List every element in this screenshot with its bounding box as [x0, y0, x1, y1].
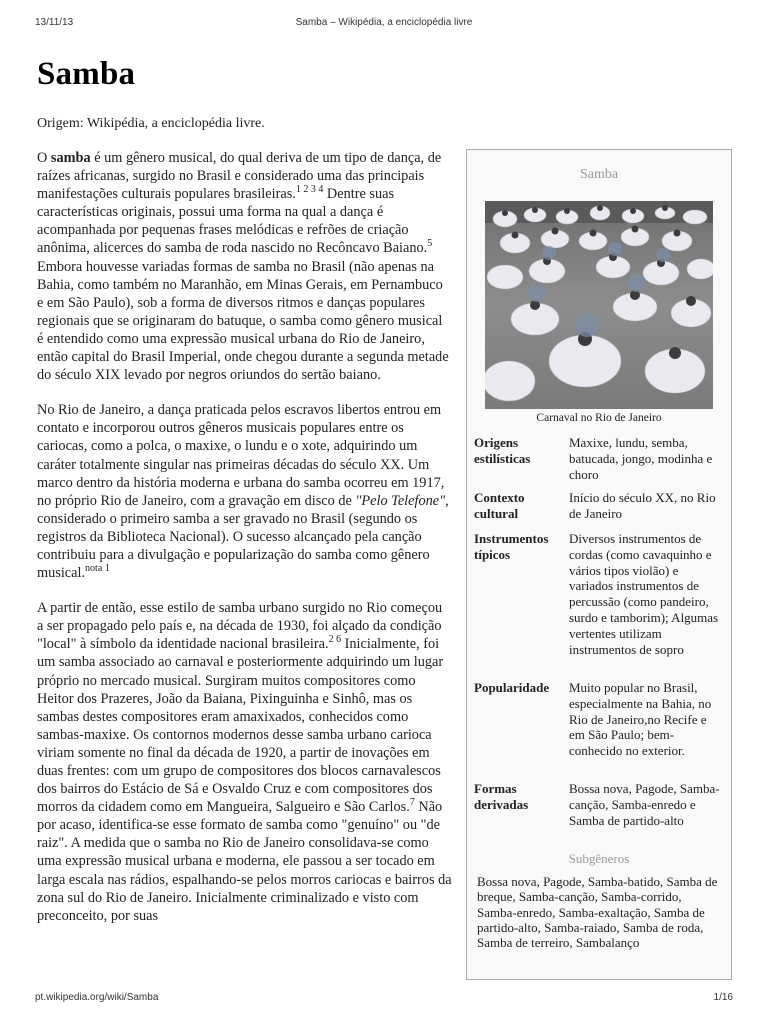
citation-link[interactable]: 6 [336, 634, 342, 646]
page-title: Samba [37, 56, 136, 92]
print-url: pt.wikipedia.org/wiki/Samba [35, 992, 159, 1003]
citation-link[interactable]: 7 [409, 797, 415, 809]
infobox-value: Maxixe, lundu, semba, batucada, jongo, modinha e choro [569, 435, 713, 482]
citation-link[interactable]: 3 [310, 184, 316, 196]
print-document-title: Samba – Wikipédia, a enciclopédia livre [295, 17, 473, 28]
infobox-value: Muito popular no Brasil, especialmente na Bahia, no Rio de Janeiro,no Recife e em São Paulo; bem-conhecido no exterior. [569, 680, 712, 759]
infobox-label: Popularidade [474, 680, 550, 695]
term-samba: samba [50, 150, 91, 166]
infobox-label: Formas derivadas [474, 781, 529, 812]
infobox-value: Diversos instrumentos de cordas (como cavaquinho e vários tipos violão) e variados instrumentos de percussão (como pandeiro, surdo e tamborim); Algumas vertentes utilizam instrumentos de sopro [569, 531, 719, 657]
infobox-value: Bossa nova, Pagode, Samba-canção, Samba-enredo e Samba de partido-alto [569, 781, 720, 828]
page-number: 1/16 [713, 992, 733, 1003]
citation-link[interactable]: 5 [427, 238, 433, 250]
paragraph-3: A partir de então, esse estilo de samba urbano surgido no Rio começou a ser propagado pelo país e, na década de 1930, foi alçado da condição "local" à símbolo da identidade nacional brasileira.$^{2 6}$ Inicialmente, foi um samba associado ao carnaval e posteriormente adquirindo um lugar próprio no mercado musical. Surgiram muitos compositores como Heitor dos Prazeres, João da Baiana, Pixinguinha e Sinhô, mas os sambas destes compositores eram amaxixados, conhecidos como sambas-maxixe. Os contornos modernos desse samba urbano carioca viriam somente no final da década de 1920, a partir de inovações em duas frentes: com um grupo de compositores dos blocos carnavalescos dos bairros do Estácio de Sá e Osvaldo Cruz e com compositores dos morros da cidadem como em Mangueira, Salgueiro e São Carlos.$^7$ Não por acaso, identifica-se esse formato de samba como "genuíno" ou "de raiz". A medida que o samba no Rio de Janeiro consolidava-se como uma expressão musical urbana e moderna, ele passou a ser tocado em larga escala nas rádios, espalhando-se pelos morros cariocas e bairros da zona sul do Rio de Janeiro. Inicialmente criminalizado e visto com preconceito, por suas [37, 600, 452, 924]
paragraph-1: O samba é um gênero musical, do qual deriva de um tipo de dança, de raízes africanas, surgido no Brasil e considerado uma das principais manifestações culturais populares brasileiras.$^{1 2 3 4}$ Dentre suas características originais, possui uma forma na qual a dança é acompanhada por pequenas frases melódicas e refrões de criação anônima, alicerces do samba de roda nascido no Recôncavo Baiano.$^5$ Embora houvesse variadas formas de samba no Brasil (não apenas na Bahia, como também no Maranhão, em Minas Gerais, em Pernambuco e em São Paulo), sob a forma de diversos ritmos e danças populares regionais que se originaram do batuque, o samba como gênero musical é entendido como uma expressão musical urbana do Rio de Janeiro, então capital do Brasil Imperial, onde chegou durante a segunda metade do século XIX levado por negros oriundos do sertão baiano. [37, 150, 449, 384]
infobox-label: Origens estilísticas [474, 435, 531, 466]
infobox-label: Contexto cultural [474, 490, 525, 521]
citation-link[interactable]: 4 [318, 184, 324, 196]
infobox-value: Início do século XX, no Rio de Janeiro [569, 490, 716, 521]
song-title: "Pelo Telefone" [355, 492, 446, 509]
infobox-label: Instrumentos típicos [474, 531, 549, 562]
citation-link[interactable]: 1 [295, 184, 301, 196]
print-header [35, 17, 733, 31]
article-body [37, 149, 452, 942]
footnote-link[interactable]: nota 1 [85, 563, 110, 575]
citation-link[interactable]: 2 [328, 634, 334, 646]
paragraph-2: No Rio de Janeiro, a dança praticada pelos escravos libertos entrou em contato e incorporou outros gêneros musicais populares entre os cariocas, como a polca, o maxixe, o lundu e o xote, adquirindo um caráter totalmente singular nas primeiras décadas do século XX. Um marco dentro da história moderna e urbana do samba ocorreu em 1917, no próprio Rio de Janeiro, com a gravação em disco de "Pelo Telefone", considerado o primeiro samba a ser gravado no Brasil (segundo os registros da Biblioteca Nacional). O sucesso alcançado pela canção contribuiu para a divulgação e popularização do samba como gênero musical.$^{nota 1}$ [37, 402, 449, 582]
print-footer [35, 992, 733, 1006]
subgenres-list: Bossa nova, Pagode, Samba-batido, Samba de breque, Samba-canção, Samba-corrido, Samba-enredo, Samba-exaltação, Samba de partido-alto, Samba-raiado, Samba de roda, Samba de terreiro, Sambalanço [477, 874, 718, 951]
infobox-title: Samba [579, 167, 619, 182]
origin-note: Origem: Wikipédia, a enciclopédia livre. [37, 116, 265, 131]
carnival-photo[interactable] [485, 201, 713, 409]
infobox [466, 149, 732, 980]
subgenres-title: Subgêneros [568, 851, 630, 866]
print-date: 13/11/13 [35, 17, 74, 28]
image-caption: Carnaval no Rio de Janeiro [536, 412, 662, 424]
citation-link[interactable]: 2 [303, 184, 309, 196]
